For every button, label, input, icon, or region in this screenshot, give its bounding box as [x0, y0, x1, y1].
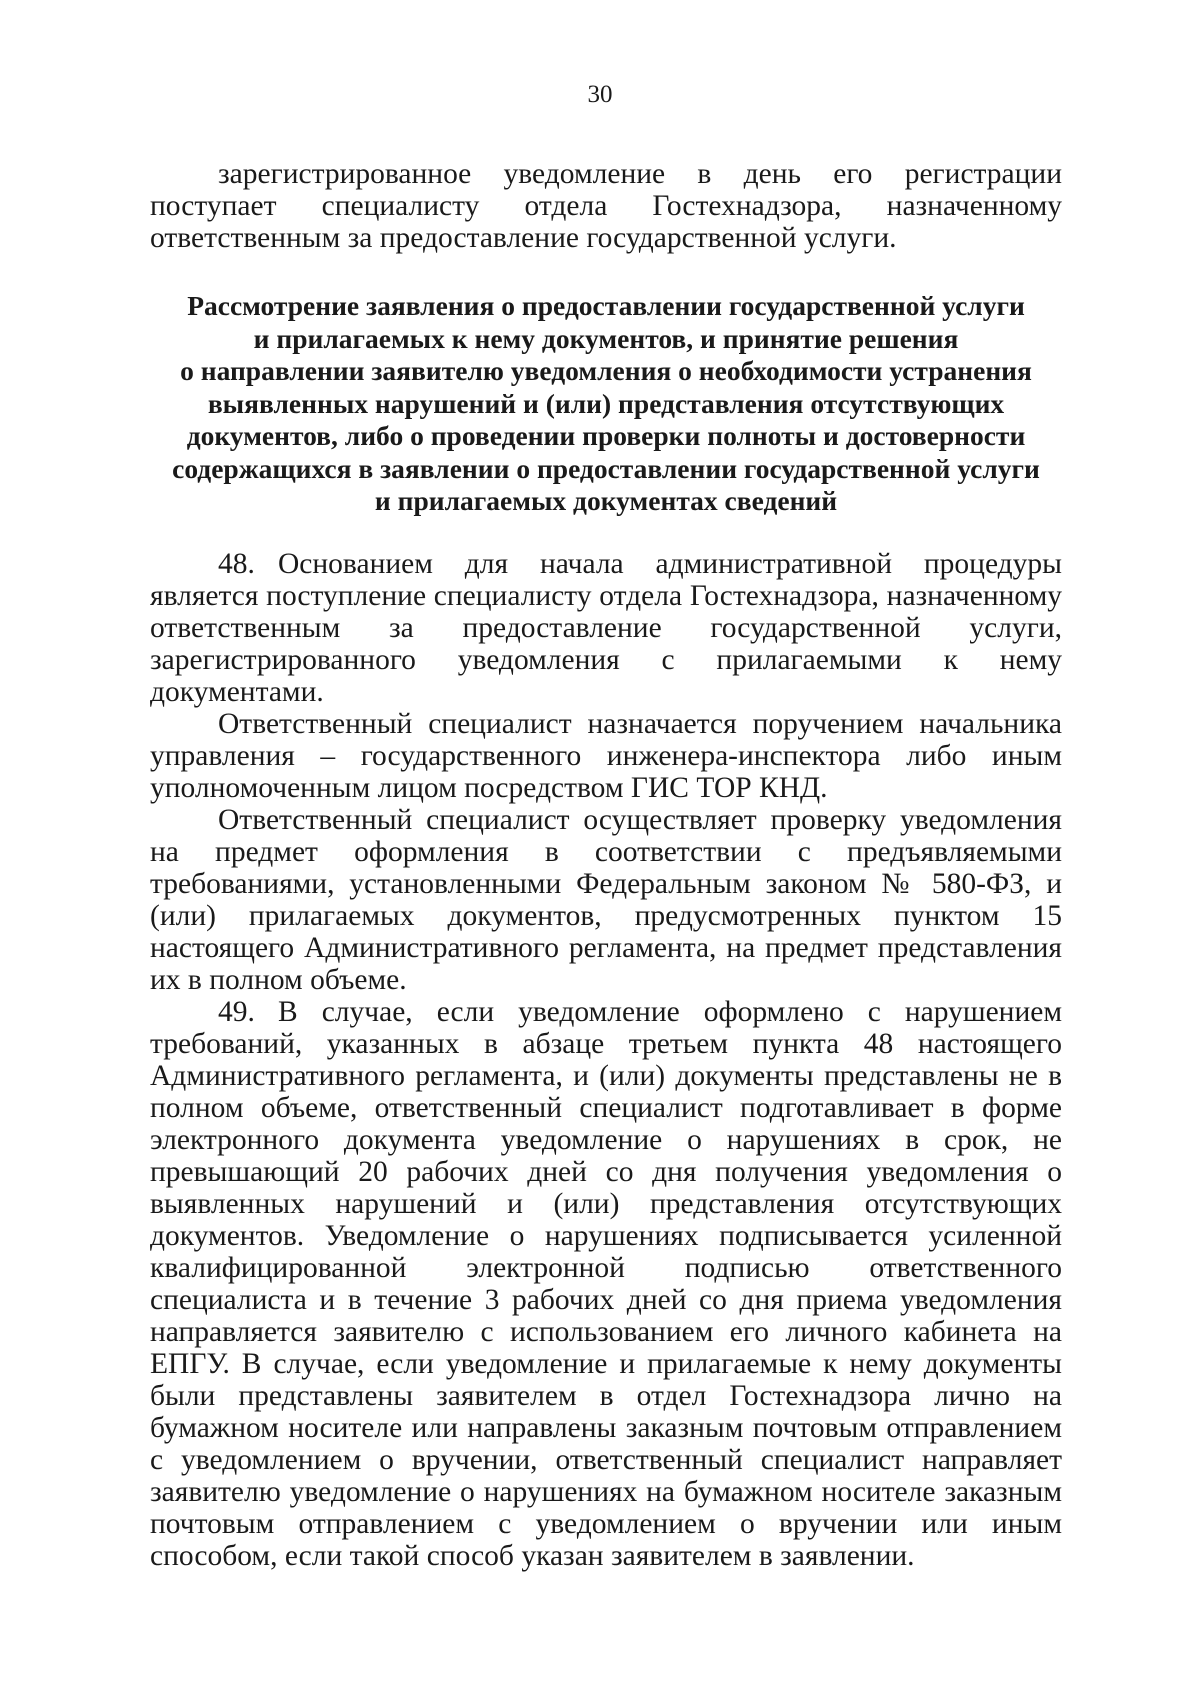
- heading-line: выявленных нарушений и (или) представления отсутствующих: [207, 387, 1005, 419]
- heading-line: и прилагаемых документах сведений: [374, 485, 838, 516]
- heading-line: содержащихся в заявлении о предоставлении государственной услуги: [172, 452, 1040, 484]
- paragraph-number: 48.: [218, 547, 255, 580]
- page-content: [150, 158, 1062, 1572]
- intro-paragraph: зарегистрированное уведомление в день его регистрации поступает специалисту отдела Гостехнадзора, назначенному ответственным за предоставление государственной услуги.: [150, 158, 1062, 254]
- heading-line: о направлении заявителю уведомления о необходимости устранения: [180, 355, 1032, 386]
- paragraph-49: [150, 996, 1062, 1572]
- page-number: 30: [587, 81, 613, 108]
- section-heading: [150, 290, 1062, 518]
- heading-line: Рассмотрение заявления о предоставлении государственной услуги: [187, 290, 1025, 321]
- paragraph-48-check: Ответственный специалист осуществляет проверку уведомления на предмет оформления в соответствии с предъявляемыми требованиями, установленными Федеральным законом № 580-ФЗ, и (или) прилагаемых документов, предусмотренных пунктом 15 настоящего Административного регламента, на предмет представления их в полном объеме.: [150, 803, 1062, 996]
- paragraph-number: 49.: [218, 995, 255, 1028]
- heading-line: документов, либо о проведении проверки полноты и достоверности: [186, 420, 1026, 451]
- heading-line: и прилагаемых к нему документов, и принятие решения: [253, 322, 959, 354]
- paragraph-text: Основанием для начала административной процедуры является поступление специалисту отдела Гостехнадзора, назначенному ответственным за предоставление государственной услуги, зарегистрированного уведомления с прилагаемыми к нему документами.: [150, 547, 1062, 708]
- paragraph-text: В случае, если уведомление оформлено с нарушением требований, указанных в абзаце третьем пункта 48 настоящего Административного регламента, и (или) документы представлены не в полном объеме, ответственный специалист подготавливает в форме электронного документа уведомление о нарушениях в срок, не превышающий 20 рабочих дней со дня получения уведомления о выявленных нарушений и (или) представления отсутствующих документов. Уведомление о нарушениях подписывается усиленной квалифицированной электронной подписью ответственного специалиста и в течение 3 рабочих дней со дня приема уведомления направляется заявителю с использованием его личного кабинета на ЕПГУ. В случае, если уведомление и прилагаемые к нему документы были представлены заявителем в отдел Гостехнадзора лично на бумажном носителе или направлены заказным почтовым отправлением с уведомлением о вручении, ответственный специалист направляет заявителю уведомление о нарушениях на бумажном носителе заказным почтовым отправлением с уведомлением о вручении или иным способом, если такой способ указан заявителем в заявлении.: [150, 995, 1062, 1572]
- paragraph-48-responsible: Ответственный специалист назначается поручением начальника управления – государственного инженера-инспектора либо иным уполномоченным лицом посредством ГИС ТОР КНД.: [150, 707, 1062, 804]
- paragraph-48: [150, 548, 1062, 708]
